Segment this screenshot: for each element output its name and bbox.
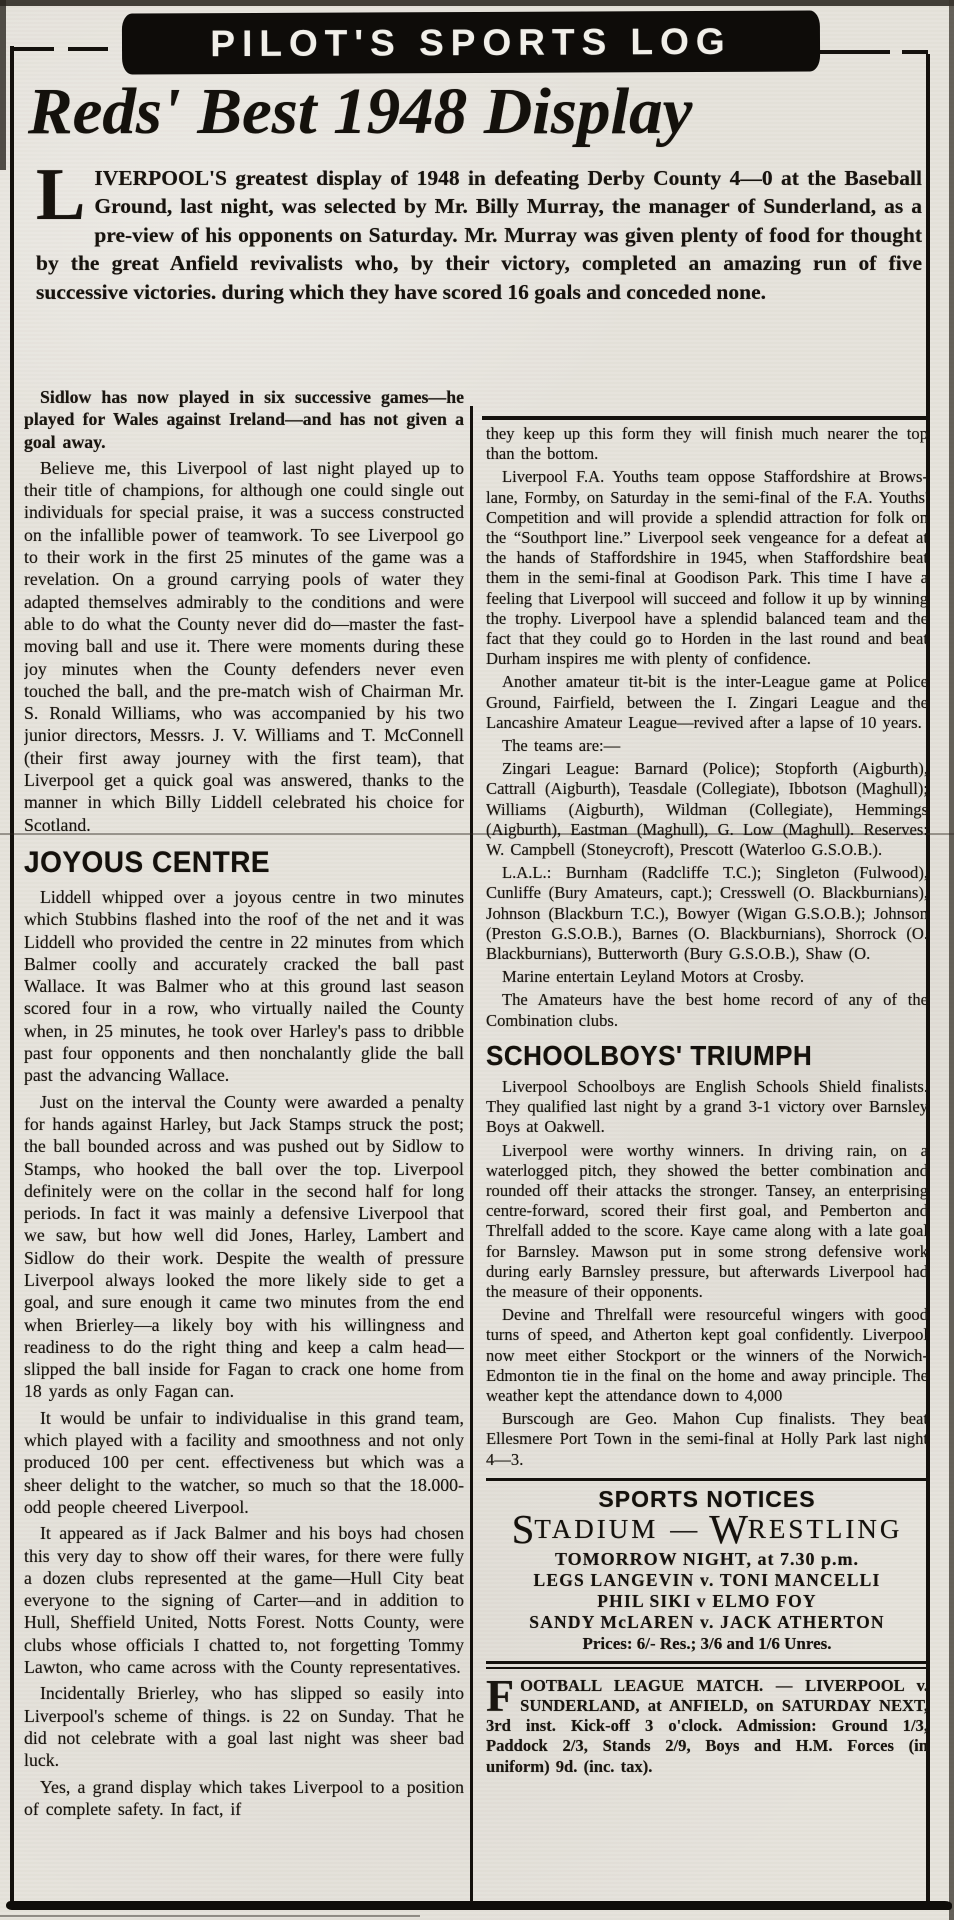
paragraph: Marine entertain Leyland Motors at Crosby. [502,967,805,987]
football-drop-cap: F [486,1669,515,1721]
bout-line: PHIL SIKI v ELMO FOY [597,1590,817,1611]
left-column [24,386,464,1896]
football-league-notice [486,1669,928,1777]
article-border-top-left-dashes [14,47,124,51]
paragraph: Believe me, this Liverpool of last night played up to their title of champions, for although one could single out individuals for special praise, it was a success constructed on the infallible power of teamwork. To see Liverpool go to their work in the first 25 minutes of the game was a revelation. On a ground carrying pools of water they adapted themselves admirably to the conditions and were able to do what the County never did do—master the fast-moving ball and use it. There were moments during these joy minutes when the County defenders never even touched the ball, and the pre-match wish of Chairman Mr. S. Ronald Williams, who was accompanied by his two junior directors, Messrs. J. V. Williams and T. McConnell (their first away journey with the first team), that Liverpool get a quick goal was answered, thanks to the manner in which Billy Liddell celebrated his choice for Scotland. [24,457,464,835]
paragraph: Incidentally Brierley, who has slipped so easily into Liverpool's scheme of things. is 22 on Sunday. That he did not celebrate with a goal last night was sheer bad luck. [24,1683,464,1771]
lead-paragraph [36,154,922,306]
scan-edge-left [0,0,6,170]
paragraph: Liverpool F.A. Youths team oppose Staffordshire at Brows-lane, Formby, on Saturday in the semi-final of the F.A. Youths' Competition and will provide a splendid attraction for folk on the “Southport line.” Liverpool seek vengeance for a defeat at the hands of Staffordshire in 1945, when Staffordshire beat them in the semi-final at Goodison Park. This time I have a feeling that Liverpool will succeed and follow it up by winning the trophy. Liverpool have a splendid balanced team and the fact that they could go to Horden in the last round and beat Durham inspires me with plenty of confidence. [486,467,928,669]
wrestling-initial: W [709,1505,748,1552]
paragraph: It appeared as if Jack Balmer and his boys had chosen this very day to show off their wares, for there were fully a dozen clubs represented at the game—Hull City beat everyone to the signing of Carter—and in addition to Hull, Sheffield United, Notts Forest. Notts County, were clubs whose officials I chatted to, not forgetting Tommy Lawton, who came across with the County representatives. [24,1523,464,1678]
paragraph: they keep up this form they will finish much nearer the top than the bottom. [486,424,928,464]
lead-drop-cap: L [36,154,86,236]
lead-text: IVERPOOL'S greatest display of 1948 in defeating Derby County 4—0 at the Baseball Ground, last night, was selected by Mr. Billy Murray, the manager of Sunderland, as a pre-view of his opponents on Saturday. Mr. Murray was given plenty of food for thought by the great Anfield revivalists who, by their victory, completed an amazing run of five successive victories. during which they have scored 16 goals and conceded none. [36,166,922,304]
scan-edge-top [0,0,954,6]
stadium-initial: S [511,1505,535,1552]
paragraph: Zingari League: Barnard (Police); Stopforth (Aigburth), Cattrall (Aigburth), Teasdale (Collegiate), Ibbotson (Maghull); Williams (Aigburth), Wildman (Collegiate), Hemmings (Aigburth), Eastman (Maghull), G. Low (Maghull). Reserves: W. Campbell (Stoneycroft), Prescott (Waterloo G.S.O.B.). [486,759,928,860]
prices-line: Prices: 6/- Res.; 3/6 and 1/6 Unres. [582,1633,832,1653]
paragraph: Liddell whipped over a joyous centre in two minutes which Stubbins flashed into the roof of the net and it was Liddell who provided the centre in 22 minutes from which Balmer coolly and accurately cracked the ball past Wallace. It was Balmer who at this ground last season scored four in a row, who virtually nailed the County when, in 25 minutes, he took over Harley's pass to dribble past four opponents and then nonchalantly glide the ball past the advancing Wallace. [24,886,464,1086]
paragraph: Yes, a grand display which takes Liverpool to a position of complete safety. In fact, if [24,1776,464,1819]
banner-title: PILOT'S SPORTS LOG [210,20,732,64]
notices-double-rule [486,1661,928,1669]
paragraph: Liverpool Schoolboys are English Schools Shield finalists. They qualified last night by a grand 3-1 victory over Barnsley Boys at Oakwell. [486,1076,928,1137]
paragraph: Another amateur tit-bit is the inter-League game at Police Ground, Fairfield, between the I. Zingari League and the Lancashire Amateur League—revived after a lapse of 10 years. [486,672,928,732]
paragraph: The teams are:— [502,736,621,756]
football-notice-text: OOTBALL LEAGUE MATCH. — LIVERPOOL v. SUNDERLAND, at ANFIELD, on SATURDAY NEXT, 3rd inst. Kick-off 3 o'clock. Admission: Ground 1/3, Paddock 2/3, Stands 2/9, Boys and H.M. Forces (in uniform) 9d. (inc. tax). [486,1675,928,1776]
column-divider [470,406,473,1902]
stadium-wrestling-line [486,1505,928,1552]
notices-top-rule [486,1478,928,1481]
article-border-top-right-dashes [818,50,928,54]
article-border-bottom-faint [0,1915,420,1917]
section-heading-schoolboys-triumph: SCHOOLBOYS' TRIUMPH [486,1039,813,1072]
paragraph: Burscough are Geo. Mahon Cup finalists. They beat Ellesmere Port Town in the semi-final at Holly Park last night 4—3. [486,1409,928,1469]
paragraph: L.A.L.: Burnham (Radcliffe T.C.); Singleton (Fulwood), Cunliffe (Bury Amateurs, capt.); Cresswell (O. Blackburnians), Johnson (Blackburn T.C.), Bowyer (Wigan G.S.O.B.); Johnson (Preston G.S.O.B.), Barnes (O. Blackburnians), Shorrock (O. Blackburnians), Butterworth (Bury G.S.O.B.), Shaw (O. [486,863,928,964]
bout-line: SANDY McLAREN v. JACK ATHERTON [529,1611,885,1632]
paragraph: Sidlow has now played in six successive games—he played for Wales against Ireland—and has not given a goal away. [24,387,464,452]
paragraph: Just on the interval the County were awarded a penalty for hands against Harley, but Jack Stamps struck the post; the ball bounded across and was pushed out by Sidlow to Stamps, who hooked the ball over the top. Liverpool definitely were on the collar in the second half for long periods. In fact it was mainly a defensive Liverpool that we saw, but how well did Jones, Harley, Lambert and Sidlow do their work. Despite the wealth of pressure Liverpool always looked the more likely side to get a goal, and sure enough it came two minutes from the end when Brierley—a likely boy with his willingness and readiness to do the right thing and keep a calm head—slipped the ball inside for Fagan to crack one home from 18 yards as only Fagan can. [24,1091,464,1402]
paragraph: Devine and Threlfall were resourceful wingers with good turns of speed, and Atherton kept goal confidently. Liverpool now meet either Stockport or the winners of the Norwich-Edmonton tie in the final on the home and away principle. The weather kept the attendance down to 4,000 [486,1305,928,1405]
stadium-word: TADIUM [534,1513,659,1544]
right-column [486,424,928,1904]
bout-line: LEGS LANGEVIN v. TONI MANCELLI [533,1569,881,1590]
scan-edge-right [949,0,954,1920]
event-time-line: TOMORROW NIGHT, at 7.30 p.m. [554,1548,860,1569]
paragraph: It would be unfair to individualise in this grand team, which played with a facility and smoothness and not only produced 100 per cent. effectiveness but which was a sheer delight to the watcher, so much so that the 18.000-odd people cheered Liverpool. [24,1407,464,1517]
paragraph: Liverpool were worthy winners. In driving rain, on a waterlogged pitch, they showed the better combination and rounded off their attacks the stronger. Tansey, an enterprising centre-forward, scored their first goal, and Pemberton and Threlfall added to the score. Kaye came along with a late goal for Barnsley. Mawson put in some strong defensive work during early Barnsley pressure, but afterwards Liverpool had the measure of their opponents. [486,1140,928,1301]
article-border-left [10,46,14,1904]
paragraph: The Amateurs have the best home record of any of the Combination clubs. [486,990,928,1030]
sports-notices-section [486,1478,928,1777]
stadium-separator: — [670,1513,698,1544]
sports-notices-heading: SPORTS NOTICES [598,1485,816,1512]
section-banner [122,10,820,74]
wrestling-word: RESTLING [747,1513,903,1544]
headline: Reds' Best 1948 Display [28,75,693,148]
section-heading-joyous-centre: JOYOUS CENTRE [24,845,271,879]
right-column-top-rule [482,416,928,420]
